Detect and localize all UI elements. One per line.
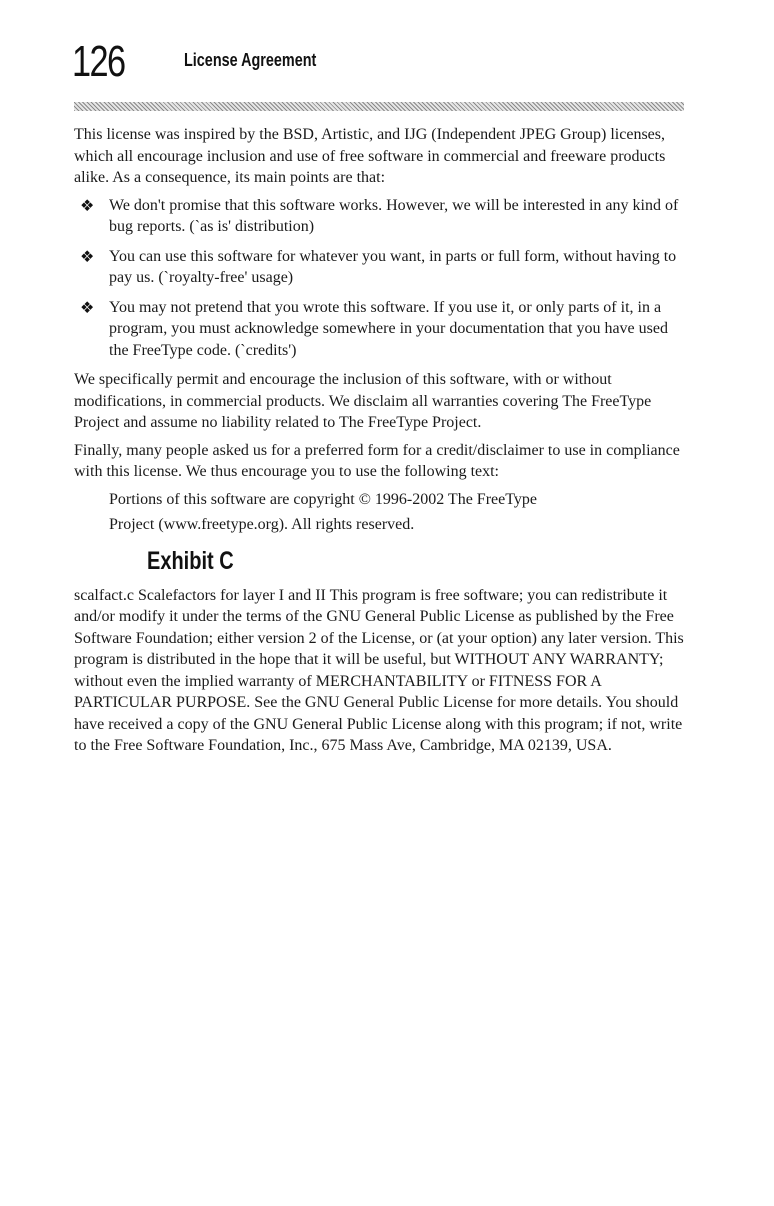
header-rule: [74, 102, 684, 111]
bullet-text: You may not pretend that you wrote this software. If you use it, or only parts of it, in a program, you must acknowledge somewhere in your documentation that you have used the FreeType code. (`credits'): [109, 298, 668, 359]
permit-paragraph: We specifically permit and encourage the inclusion of this software, with or without modifications, in commercial products. We disclaim all warranties covering The FreeType Project and assume no liability related to The FreeType Project.: [74, 371, 652, 431]
section-title: License Agreement: [184, 50, 317, 70]
diamond-bullet-icon: ❖: [80, 297, 95, 317]
exhibit-heading: Exhibit C: [147, 546, 234, 575]
finally-paragraph: Finally, many people asked us for a preferred form for a credit/disclaimer to use in compliance with this license. We thus encourage you to use the following text:: [74, 441, 680, 480]
intro-paragraph: This license was inspired by the BSD, Artistic, and IJG (Independent JPEG Group) licenses, which all encourage inclusion and use of free software in commercial and freeware products alike. As a consequence, its main points are that:: [74, 126, 666, 186]
page-number: 126: [72, 37, 125, 86]
credit-quote-line: Portions of this software are copyright © 1996-2002 The FreeType: [109, 490, 537, 508]
diamond-bullet-icon: ❖: [80, 246, 95, 266]
bullet-item: [74, 246, 686, 289]
bullet-text: You can use this software for whatever you want, in parts or full form, without having to pay us. (`royalty-free' usage): [109, 247, 677, 286]
bullet-item: [74, 297, 686, 362]
bullet-text: We don't promise that this software works. However, we will be interested in any kind of bug reports. (`as is' distribution): [109, 196, 679, 235]
credit-quote-line: Project (www.freetype.org). All rights reserved.: [109, 516, 415, 533]
diamond-bullet-icon: ❖: [80, 195, 95, 215]
bullet-item: [74, 195, 686, 238]
exhibit-paragraph: scalfact.c Scalefactors for layer I and II This program is free software; you can redistribute it and/or modify it under the terms of the GNU General Public License as published by the Free Software Foundation; either version 2 of the License, or (at your option) any later version. This program is distributed in the hope that it will be useful, but WITHOUT ANY WARRANTY; without even the implied warranty of MERCHANTABILITY or FITNESS FOR A PARTICULAR PURPOSE. See the GNU General Public License for more details. You should have received a copy of the GNU General Public License along with this program; if not, write to the Free Software Foundation, Inc., 675 Mass Ave, Cambridge, MA 02139, USA.: [74, 586, 684, 754]
page-body: [74, 124, 686, 763]
